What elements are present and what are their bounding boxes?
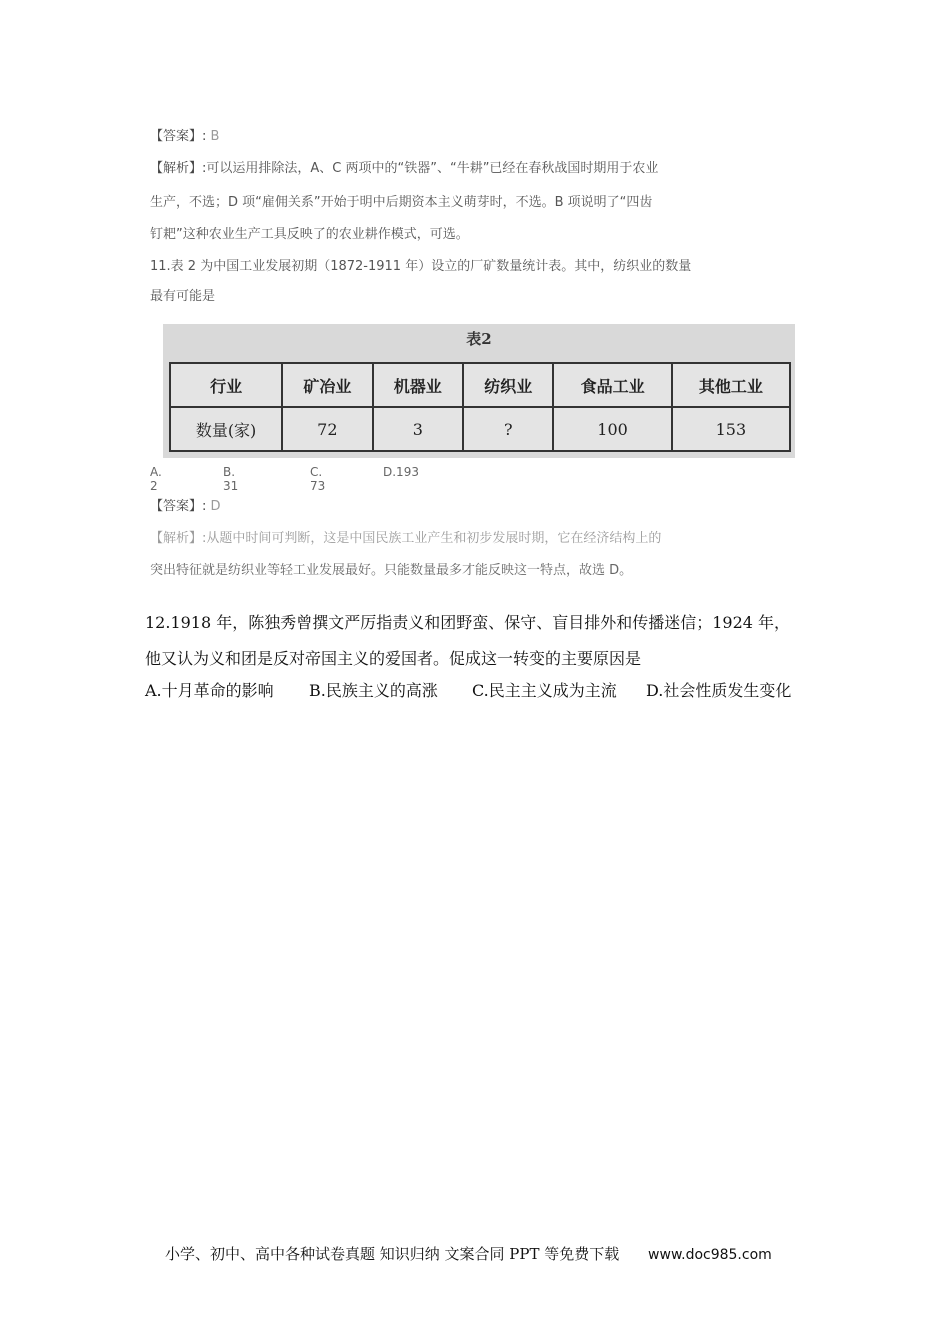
option-d: D.193 (383, 465, 419, 479)
q12-question (145, 605, 805, 677)
table-header-cell: 机器业 (373, 363, 463, 407)
q11-question-line2: 最有可能是 (150, 289, 216, 304)
table-cell: ? (463, 407, 553, 451)
analysis-text: 从题中时间可判断，这是中国民族工业产生和初步发展时期，它在经济结构上的 (206, 531, 662, 546)
table-cell: 3 (373, 407, 463, 451)
option-d: D.社会性质发生变化 (646, 681, 792, 700)
analysis-label: 【解析】: (150, 161, 207, 176)
q11-answer (150, 496, 750, 518)
table-cell: 72 (282, 407, 372, 451)
table-row (170, 407, 790, 451)
answer-value: B (210, 129, 220, 144)
option-a: A. 2 (150, 465, 162, 493)
statistics-table-image (163, 324, 795, 458)
q11-analysis-line2: 突出特征就是纺织业等轻工业发展最好。只能数量最多才能反映这一特点，故选 D。 (150, 563, 633, 578)
table-cell: 153 (672, 407, 790, 451)
option-b: B.民族主义的高涨 (309, 681, 438, 700)
analysis-text: 可以运用排除法，A、C 两项中的“铁器”、“牛耕”已经在春秋战国时期用于农业 (206, 161, 659, 176)
footer (165, 1243, 772, 1264)
table-title: 表2 (466, 330, 492, 348)
q12-question-line2: 他又认为义和团是反对帝国主义的爱国者。促成这一转变的主要原因是 (145, 649, 642, 668)
table-header-row (170, 363, 790, 407)
answer-label: 【答案】: (150, 129, 207, 144)
q11-analysis-line1 (150, 528, 730, 550)
table-header-cell: 行业 (170, 363, 282, 407)
statistics-table (169, 362, 791, 452)
q12-question-line1: 12.1918 年，陈独秀曾撰文严厉指责义和团野蛮、保守、盲目排外和传播迷信；1924 年， (145, 613, 791, 632)
answer-value: D (210, 499, 221, 514)
table-cell: 100 (553, 407, 671, 451)
option-c: C. 73 (310, 465, 326, 493)
table-header-cell: 食品工业 (553, 363, 671, 407)
option-a: A.十月革命的影响 (145, 681, 274, 700)
option-b: B. 31 (223, 465, 239, 493)
q10-answer (150, 126, 750, 148)
table-header-cell: 纺织业 (463, 363, 553, 407)
analysis-label: 【解析】: (150, 531, 207, 546)
table-header-cell: 矿冶业 (282, 363, 372, 407)
table-cell: 数量(家) (170, 407, 282, 451)
table-header-cell: 其他工业 (672, 363, 790, 407)
option-c: C.民主主义成为主流 (472, 681, 617, 700)
q10-analysis-line3: 钉耙”这种农业生产工具反映了的农业耕作模式，可选。 (150, 227, 469, 242)
q10-analysis-line1 (150, 158, 750, 180)
q11-question-line1: 11.表 2 为中国工业发展初期（1872-1911 年）设立的厂矿数量统计表。其中，纺织业的数量 (150, 259, 692, 274)
footer-text: 小学、初中、高中各种试卷真题 知识归纳 文案合同 PPT 等免费下载 (165, 1245, 620, 1263)
q10-analysis-line2: 生产，不选；D 项“雇佣关系”开始于明中后期资本主义萌芽时，不选。B 项说明了“四齿 (150, 195, 653, 210)
footer-url[interactable]: www.doc985.com (648, 1247, 772, 1263)
answer-label: 【答案】: (150, 499, 207, 514)
